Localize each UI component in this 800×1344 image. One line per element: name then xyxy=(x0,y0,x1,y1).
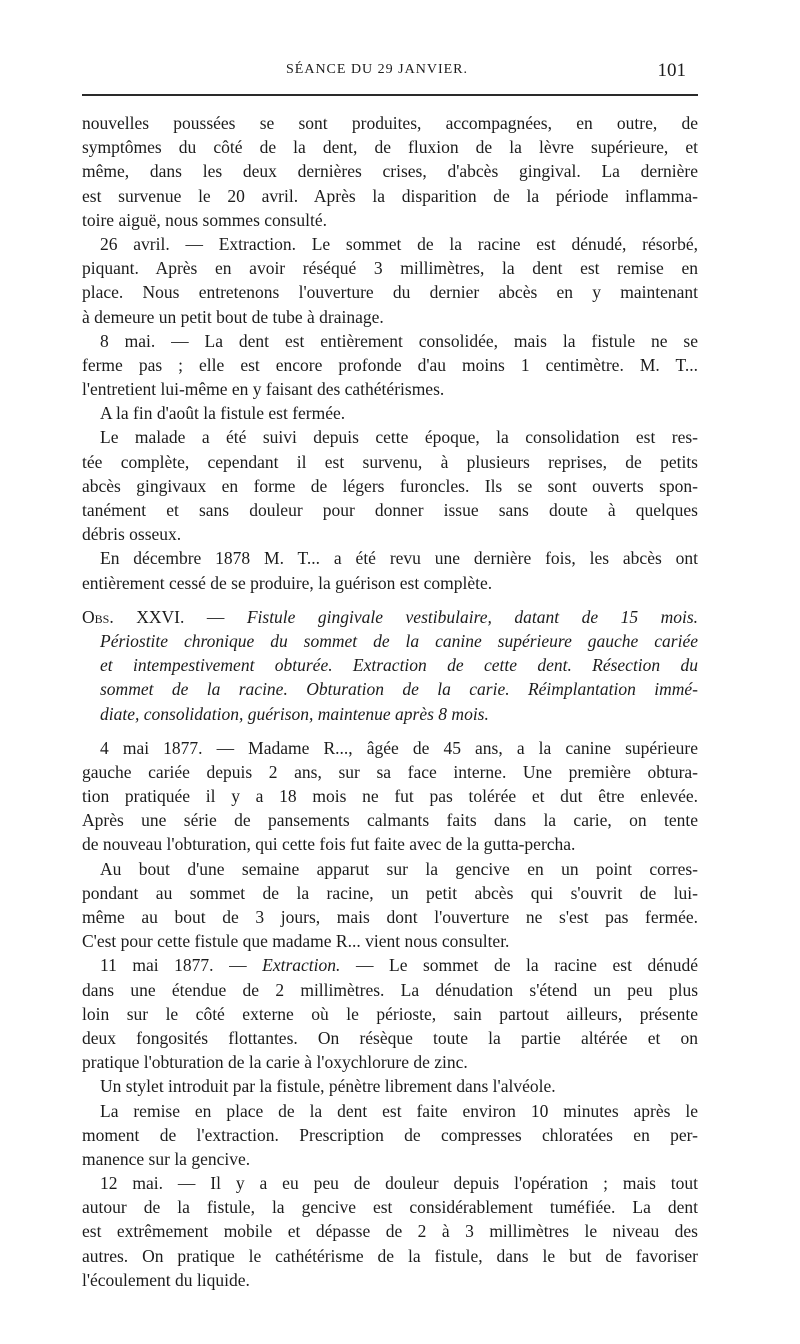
text-line: pondant au sommet de la racine, un petit abcès qui s'ouvrit de lui- xyxy=(82,882,698,903)
text-line: En décembre 1878 M. T... a été revu une dernière fois, les abcès ont xyxy=(100,548,698,569)
paragraph xyxy=(82,232,698,329)
text-line: Périostite chronique du sommet de la canine supérieure gauche cariée xyxy=(100,630,698,651)
paragraph xyxy=(82,1171,698,1292)
text-line: ferme pas ; elle est encore profonde d'au moins 1 centimètre. M. T... xyxy=(82,354,698,375)
observation-number: XXVI. xyxy=(136,606,185,627)
text-line: diate, consolidation, guérison, maintenue après 8 mois. xyxy=(100,703,489,724)
text-line: même, dans les deux dernières crises, d'abcès gingival. La dernière xyxy=(82,161,698,182)
text-line: La remise en place de la dent est faite environ 10 minutes après le xyxy=(100,1100,698,1121)
text-line: abcès gingivaux en forme de légers furoncles. Ils se sont ouverts spon- xyxy=(82,475,698,496)
running-title: SÉANCE DU 29 JANVIER. xyxy=(286,62,468,77)
text-line: 26 avril. — Extraction. Le sommet de la racine est dénudé, résorbé, xyxy=(100,233,698,254)
observation-first-line xyxy=(82,605,698,629)
text-line: tanément et sans douleur pour donner issue sans doute à quelques xyxy=(82,500,698,520)
text-line: Le malade a été suivi depuis cette époque, la consolidation est res- xyxy=(100,427,698,448)
text-line: l'écoulement du liquide. xyxy=(82,1269,250,1290)
text-line: est extrêmement mobile et dépasse de 2 à 3 millimètres le niveau des xyxy=(82,1221,698,1242)
text-line: même au bout de 3 jours, mais dont l'ouverture ne s'est pas fermée. xyxy=(82,907,698,927)
text-line: toire aiguë, nous sommes consulté. xyxy=(82,209,327,230)
paragraph xyxy=(82,1074,698,1098)
text-line: l'entretient lui-même en y faisant des cathétérismes. xyxy=(82,379,445,400)
text-line: à demeure un petit bout de tube à drainage. xyxy=(82,306,384,327)
text-line: C'est pour cette fistule que madame R... vient nous consulter. xyxy=(82,931,510,952)
text-line: nouvelles poussées se sont produites, accompagnées, en outre, de xyxy=(82,113,698,133)
header-rule xyxy=(82,94,698,96)
text-line: autres. On pratique le cathétérisme de la fistule, dans le but de favoriser xyxy=(82,1245,698,1266)
paragraph xyxy=(82,401,698,425)
text-line: entièrement cessé de se produire, la guérison est complète. xyxy=(82,572,493,593)
observation-label: Obs. xyxy=(82,606,114,627)
line-rest: — Le sommet de la racine est dénudé xyxy=(355,955,698,976)
text-line: gauche cariée depuis 2 ans, sur sa face interne. Une première obtura- xyxy=(82,761,698,782)
text-line: piquant. Après en avoir réséqué 3 millimètres, la dent est remise en xyxy=(82,258,698,279)
text-line: 4 mai 1877. — Madame R..., âgée de 45 ans, a la canine supérieure xyxy=(100,737,698,758)
text-line: moment de l'extraction. Prescription de compresses chloratées en per- xyxy=(82,1124,698,1145)
text-line: 12 mai. — Il y a eu peu de douleur depuis l'opération ; mais tout xyxy=(100,1173,698,1194)
paragraph xyxy=(82,111,698,232)
text-line: Au bout d'une semaine apparut sur la gencive en un point corres- xyxy=(100,858,698,879)
paragraph xyxy=(82,953,698,1074)
text-line: dans une étendue de 2 millimètres. La dénudation s'étend un peu plus xyxy=(82,979,698,1000)
text-line: deux fongosités flottantes. On résèque toute la partie altérée et on xyxy=(82,1027,698,1048)
paragraph xyxy=(82,546,698,594)
procedure-name: Extraction. xyxy=(262,955,341,976)
observation-title: Fistule gingivale vestibulaire, datant de 15 mois. xyxy=(246,606,698,627)
text-line: sommet de la racine. Obturation de la carie. Réimplantation immé- xyxy=(100,679,698,700)
text-line: A la fin d'août la fistule est fermée. xyxy=(100,403,346,424)
paragraph xyxy=(82,425,698,546)
observation-dash: — xyxy=(206,606,225,627)
text-line: place. Nous entretenons l'ouverture du dernier abcès en y maintenant xyxy=(82,282,698,303)
text-line: de nouveau l'obturation, qui cette fois fut faite avec de la gutta-percha. xyxy=(82,834,576,855)
page-header xyxy=(82,62,698,88)
text-line xyxy=(82,953,698,977)
paragraph xyxy=(82,857,698,954)
text-line: loin sur le côté externe où le périoste, sain partout ailleurs, présente xyxy=(82,1003,698,1024)
paragraph xyxy=(82,736,698,857)
paragraph xyxy=(82,1099,698,1172)
text-line: tion pratiquée il y a 18 mois ne fut pas tolérée et dut être enlevée. xyxy=(82,786,698,807)
body-text xyxy=(82,111,698,1292)
text-line: tée complète, cependant il est survenu, à plusieurs reprises, de petits xyxy=(82,451,698,472)
text-line: et intempestivement obturée. Extraction de cette dent. Résection du xyxy=(100,655,698,676)
text-line: symptômes du côté de la dent, de fluxion de la lèvre supérieure, et xyxy=(82,137,698,158)
entry-date: 11 mai 1877. — xyxy=(100,955,247,976)
text-line: autour de la fistule, la gencive est considérablement tuméfiée. La dent xyxy=(82,1197,698,1218)
observation-heading xyxy=(82,605,698,726)
text-line: débris osseux. xyxy=(82,524,182,545)
paragraph xyxy=(82,329,698,402)
text-line: manence sur la gencive. xyxy=(82,1148,251,1169)
text-line: Un stylet introduit par la fistule, pénètre librement dans l'alvéole. xyxy=(100,1076,556,1097)
text-line: 8 mai. — La dent est entièrement consolidée, mais la fistule ne se xyxy=(100,330,698,351)
text-line: pratique l'obturation de la carie à l'oxychlorure de zinc. xyxy=(82,1052,468,1073)
text-line: est survenue le 20 avril. Après la disparition de la période inflamma- xyxy=(82,185,698,206)
text-line: Après une série de pansements calmants faits dans la carie, on tente xyxy=(82,810,698,831)
page-number: 101 xyxy=(657,60,686,81)
